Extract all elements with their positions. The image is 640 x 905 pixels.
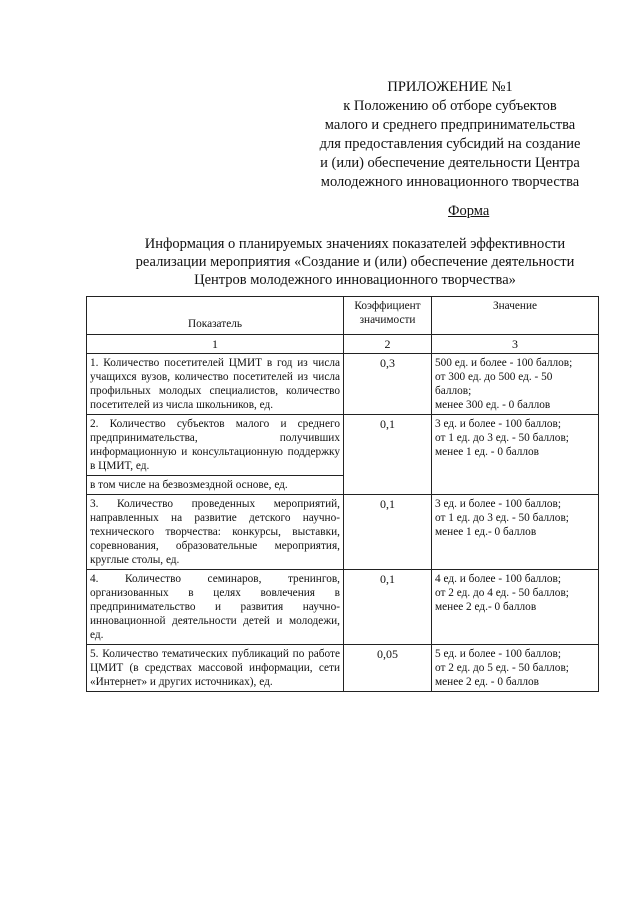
value-line: 3 ед. и более - 100 баллов;	[435, 418, 561, 430]
table-row	[87, 645, 599, 692]
value-line: менее 1 ед. - 0 баллов	[435, 446, 539, 458]
value-line: 5 ед. и более - 100 баллов;	[435, 648, 561, 660]
form-label: Форма	[448, 203, 490, 219]
value-line: 500 ед. и более - 100 баллов;	[435, 357, 573, 369]
appendix-line: к Положению об отборе субъектов	[343, 98, 557, 114]
coefficient-cell: 0,05	[344, 645, 432, 692]
value-line: менее 2 ед.- 0 баллов	[435, 601, 537, 613]
value-line: 4 ед. и более - 100 баллов;	[435, 573, 561, 585]
coefficient-cell: 0,1	[344, 495, 432, 570]
column-number: 1	[87, 335, 344, 354]
coefficient-cell: 0,3	[344, 354, 432, 415]
coefficient-cell: 0,1	[344, 415, 432, 495]
appendix-header	[290, 78, 610, 192]
table-row	[87, 415, 599, 476]
value-cell	[432, 415, 599, 495]
table-header-row	[87, 297, 599, 335]
column-numbers-row	[87, 335, 599, 354]
column-number: 3	[432, 335, 599, 354]
value-line: от 1 ед. до 3 ед. - 50 баллов;	[435, 512, 569, 524]
value-cell	[432, 570, 599, 645]
value-cell	[432, 645, 599, 692]
title-line: Информация о планируемых значениях показателей эффективности	[144, 236, 566, 252]
indicators-table	[86, 296, 599, 692]
value-cell	[432, 354, 599, 415]
header-indicator: Показатель	[87, 297, 344, 335]
value-line: 3 ед. и более - 100 баллов;	[435, 498, 561, 510]
coefficient-cell: 0,1	[344, 570, 432, 645]
value-line: от 2 ед. до 5 ед. - 50 баллов;	[435, 662, 569, 674]
appendix-line: для предоставления субсидий на создание	[319, 136, 581, 152]
appendix-line: молодежного инновационного творчества	[320, 174, 580, 190]
appendix-line: и (или) обеспечение деятельности Центра	[320, 155, 580, 171]
indicator-cell: 5. Количество тематических публикаций по работе ЦМИТ (в средствах массовой информации, сети «Интернет» и других источниках), ед.	[87, 645, 344, 692]
header-coefficient: Коэффициент значимости	[344, 297, 432, 335]
indicator-cell: 4. Количество семинаров, тренингов, организованных в целях вовлечения в предпринимательство и развития научно-инновационной деятельности детей и молодежи, ед.	[87, 570, 344, 645]
table-row	[87, 354, 599, 415]
indicator-cell: 1. Количество посетителей ЦМИТ в год из числа учащихся вузов, количество посетителей из числа профильных молодых специалистов, количество посетителей из числа школьников, ед.	[87, 354, 344, 415]
value-line: менее 300 ед. - 0 баллов	[435, 399, 551, 411]
value-line: от 2 ед. до 4 ед. - 50 баллов;	[435, 587, 569, 599]
table-row	[87, 570, 599, 645]
indicator-cell: 2. Количество субъектов малого и среднего предпринимательства, получивших информационную и консультационную поддержку в ЦМИТ, ед.	[87, 415, 344, 476]
value-line: баллов;	[435, 385, 472, 397]
title-line: реализации мероприятия «Создание и (или) обеспечение деятельности	[135, 254, 575, 270]
indicator-cell: 3. Количество проведенных мероприятий, направленных на развитие детского научно-технического творчества: конкурсы, выставки, соревнования, образовательные мероприятия, круглые столы, ед.	[87, 495, 344, 570]
table-row	[87, 495, 599, 570]
document-title	[60, 235, 640, 289]
sub-indicator-cell: в том числе на безвозмездной основе, ед.	[87, 476, 344, 495]
appendix-title: ПРИЛОЖЕНИЕ №1	[387, 79, 513, 95]
value-line: менее 2 ед. - 0 баллов	[435, 676, 539, 688]
value-line: от 300 ед. до 500 ед. - 50	[435, 371, 553, 383]
header-value: Значение	[432, 297, 599, 335]
value-line: от 1 ед. до 3 ед. - 50 баллов;	[435, 432, 569, 444]
title-line: Центров молодежного инновационного творчества»	[194, 272, 516, 288]
value-cell	[432, 495, 599, 570]
value-line: менее 1 ед.- 0 баллов	[435, 526, 537, 538]
column-number: 2	[344, 335, 432, 354]
appendix-line: малого и среднего предпринимательства	[324, 117, 576, 133]
